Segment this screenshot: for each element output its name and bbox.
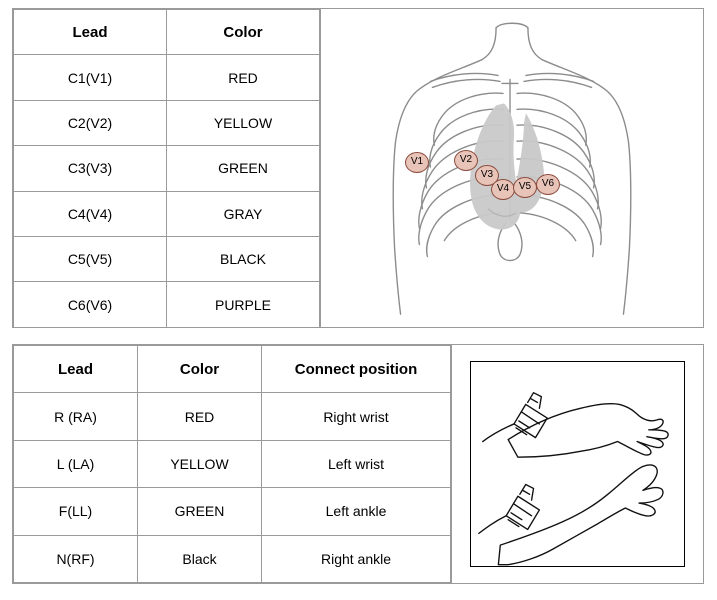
cell-color: GRAY: [167, 191, 320, 236]
limb-figure-frame: [470, 361, 685, 567]
cell-color: PURPLE: [167, 282, 320, 327]
cell-color: GREEN: [167, 146, 320, 191]
chest-anatomy-illustration: [321, 9, 703, 327]
cell-lead: C2(V2): [14, 100, 167, 145]
limb-leads-panel: [12, 344, 704, 584]
cell-lead: C5(V5): [14, 236, 167, 281]
column-header-lead: Lead: [14, 346, 138, 393]
cell-lead: L (LA): [14, 440, 138, 487]
cell-lead: C3(V3): [14, 146, 167, 191]
cell-position: Right wrist: [262, 393, 451, 440]
chest-leads-panel: [12, 8, 704, 328]
electrode-marker-v6: V6: [536, 174, 560, 195]
column-header-color: Color: [138, 346, 262, 393]
cell-color: BLACK: [167, 236, 320, 281]
electrode-marker-v1: V1: [405, 152, 429, 173]
table-row: [14, 191, 320, 236]
table-row: [14, 440, 451, 487]
chest-figure-cell: [320, 9, 703, 327]
cell-lead: C1(V1): [14, 55, 167, 100]
table-row: [14, 100, 320, 145]
cell-color: RED: [167, 55, 320, 100]
cell-lead: F(LL): [14, 488, 138, 535]
column-header-color: Color: [167, 10, 320, 55]
cell-position: Left ankle: [262, 488, 451, 535]
column-header-connect-position: Connect position: [262, 346, 451, 393]
table-header-row: [14, 10, 320, 55]
electrode-marker-v5: V5: [513, 177, 537, 198]
cell-color: YELLOW: [167, 100, 320, 145]
table-row: [14, 146, 320, 191]
cell-color: GREEN: [138, 488, 262, 535]
cell-position: Right ankle: [262, 535, 451, 582]
table-row: [14, 236, 320, 281]
electrode-marker-v3: V3: [475, 165, 499, 186]
table-header-row: [14, 346, 451, 393]
limb-leads-table: [13, 345, 451, 583]
column-header-lead: Lead: [14, 10, 167, 55]
table-row: [14, 282, 320, 327]
electrode-marker-v2: V2: [454, 150, 478, 171]
table-row: [14, 535, 451, 582]
limb-figure-cell: [451, 345, 703, 583]
cell-position: Left wrist: [262, 440, 451, 487]
cell-color: RED: [138, 393, 262, 440]
table-row: [14, 55, 320, 100]
cell-lead: R (RA): [14, 393, 138, 440]
cell-lead: C4(V4): [14, 191, 167, 236]
cell-lead: C6(V6): [14, 282, 167, 327]
cell-lead: N(RF): [14, 535, 138, 582]
table-row: [14, 488, 451, 535]
limb-electrode-illustration: [471, 362, 684, 566]
chest-leads-table: [13, 9, 320, 328]
cell-color: YELLOW: [138, 440, 262, 487]
electrode-marker-v4: V4: [491, 179, 515, 200]
table-row: [14, 393, 451, 440]
cell-color: Black: [138, 535, 262, 582]
